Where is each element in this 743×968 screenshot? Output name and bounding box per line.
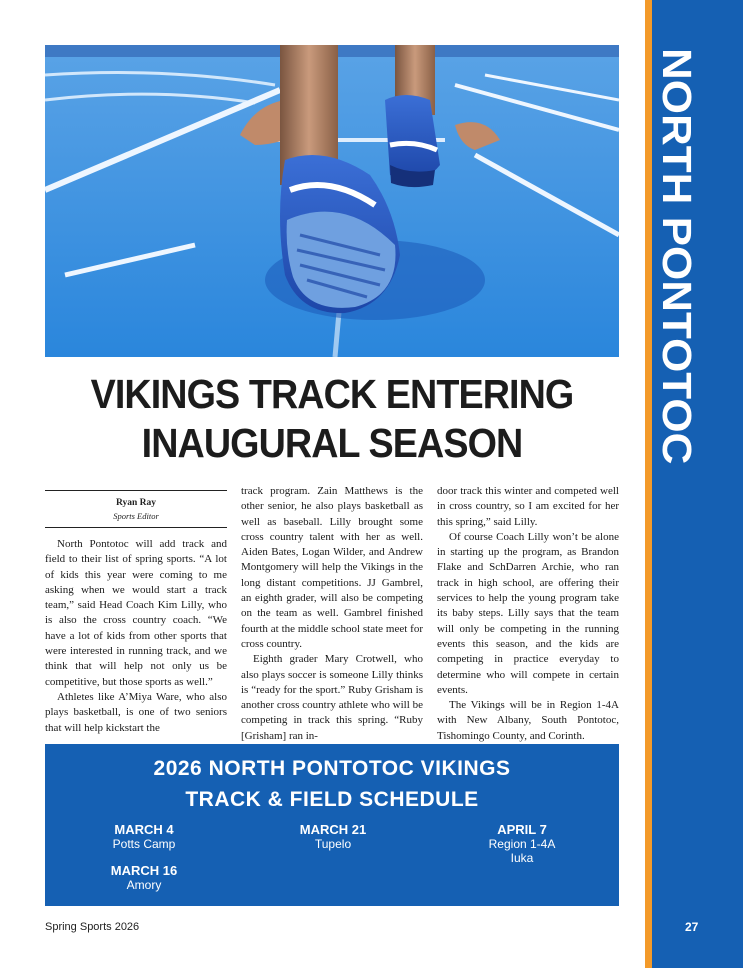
page-number: 27: [685, 920, 699, 934]
schedule-title-line-2: TRACK & FIELD SCHEDULE: [185, 788, 479, 811]
event-location: Tupelo: [314, 837, 352, 851]
author-name: Ryan Ray: [115, 498, 157, 508]
event-location: Region 1-4A: [488, 837, 556, 851]
schedule-event: [64, 863, 224, 892]
headline-line-1: VIKINGS TRACK ENTERING: [90, 371, 574, 417]
byline: [45, 490, 227, 528]
headline: [68, 370, 596, 468]
event-date: MARCH 4: [114, 822, 174, 837]
article-column-1: [45, 537, 227, 736]
article-column-3: [437, 484, 619, 744]
hero-photo: [45, 45, 619, 357]
schedule-event: [442, 822, 602, 865]
article-paragraph: door track this winter and competed well in cross country, so I am excited for her this spring,” said Lilly.: [437, 485, 619, 528]
sidebar-title: [650, 48, 700, 465]
article-paragraph: North Pontotoc will add track and field to their list of spring sports. “A lot of kids this year were coming to me asking when we would start a track team,” said Head Coach Kim Lilly, who is also the cross country coach. “We have a lot of kids from other sports that were interested in running track, and we think that will help not only us be competitive, but those sports as well.”: [45, 538, 227, 688]
event-location: Amory: [126, 878, 162, 892]
sidebar-title-text: NORTH PONTOTOC: [653, 48, 699, 465]
event-date: MARCH 16: [110, 863, 178, 878]
article-column-2: [241, 484, 423, 744]
event-location-detail: Iuka: [510, 851, 534, 865]
article-paragraph: track program. Zain Matthews is the other senior, he also plays basketball as well as baseball. Lilly brought some cross country talent with her as well. Aiden Bates, Logan Wilder, and Andrew Montgomery will help the Vikings in the long distant competitions. JJ Gambrel, an eighth grader, will also be competing on the team as well. Gambrel finished fourth at the middle school state meet for cross country.: [241, 485, 423, 650]
schedule-event: [64, 822, 224, 851]
schedule-event: [253, 822, 413, 851]
article-paragraph: The Vikings will be in Region 1-4A with New Albany, South Pontotoc, Tishomingo County, and Corinth.: [437, 699, 619, 742]
article-paragraph: Eighth grader Mary Crotwell, who also plays soccer is someone Lilly thinks is “ready for the sport.” Ruby Grisham is another cross country athlete who will be competing in track this spring. “Ruby [Grisham] ran in-: [241, 653, 423, 742]
event-date: MARCH 21: [299, 822, 367, 837]
schedule-box: [45, 744, 619, 906]
schedule-title-line-1: 2026 NORTH PONTOTOC VIKINGS: [153, 757, 511, 780]
schedule-title: [45, 753, 619, 815]
article-paragraph: Of course Coach Lilly won’t be alone in starting up the program, as Brandon Flake and SchDarren Archie, who ran track in high school, are offering their services to help the young program take its baby steps. Lilly says that the team will only be competing in the running events this season, and the kids are competing in practice everyday to determine who will compete in certain events.: [437, 530, 619, 696]
footer-publication: Spring Sports 2026: [45, 921, 140, 933]
headline-line-2: INAUGURAL SEASON: [141, 420, 523, 466]
author-role: Sports Editor: [113, 511, 159, 521]
event-date: APRIL 7: [497, 822, 547, 837]
event-location: Potts Camp: [112, 837, 176, 851]
article-paragraph: Athletes like A’Miya Ware, who also plays basketball, is one of two seniors that will help kickstart the: [45, 690, 227, 734]
